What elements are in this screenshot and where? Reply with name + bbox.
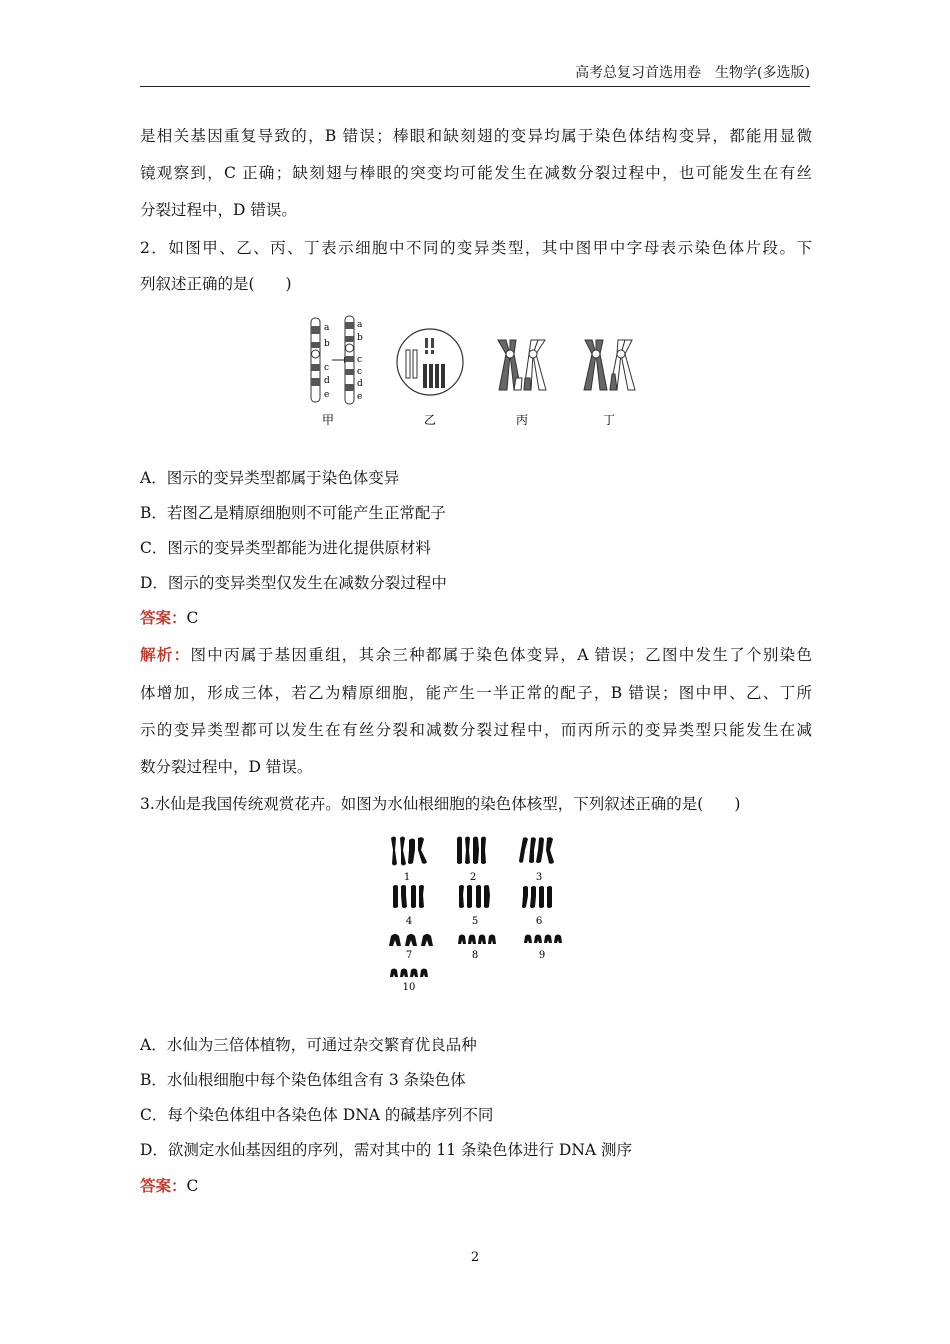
q3-stem: 3.水仙是我国传统观赏花卉。如图为水仙根细胞的染色体核型，下列叙述正确的是( ) [140, 795, 741, 813]
answer-value: C [186, 609, 199, 627]
chromosome-set-9 [524, 935, 562, 944]
q2-analysis-line-4: 数分裂过程中，D 错误。 [140, 758, 313, 776]
chrom-letter-a-right: a [357, 320, 363, 330]
page-header [140, 64, 810, 87]
karyotype-label-1: 1 [403, 872, 411, 883]
q2-stem-line-2: 列叙述正确的是( ) [140, 275, 292, 293]
chrom-letter-e-right: e [357, 392, 363, 402]
q2-analysis-line-2: 体增加，形成三体，若乙为精原细胞，能产生一半正常的配子，B 错误；图中甲、乙、丁所 [140, 684, 812, 702]
karyotype-label-2: 2 [469, 872, 477, 883]
chrom-letter-c1-right: c [357, 355, 363, 365]
chromosome-set-7 [389, 934, 433, 946]
chrom-letter-c-left: c [324, 363, 330, 373]
q2-option-b: B．若图乙是精原细胞则不可能产生正常配子 [140, 504, 446, 522]
intro-line-3: 分裂过程中，D 错误。 [140, 201, 297, 219]
q3-option-c: C．每个染色体组中各染色体 DNA 的碱基序列不同 [140, 1106, 494, 1124]
chromosome-set-10 [390, 969, 428, 978]
chromosome-set-3 [519, 837, 554, 864]
analysis-text-1: 图中丙属于基因重组，其余三种都属于染色体变异，A 错误；乙图中发生了个别染色 [190, 646, 812, 664]
chrom-letter-e-left: e [324, 390, 330, 400]
chromosome-set-4 [393, 885, 424, 908]
chrom-letter-d-right: d [357, 379, 363, 389]
karyotype-label-8: 8 [471, 950, 479, 961]
analysis-label: 解析： [140, 645, 191, 664]
chromosome-set-8 [458, 935, 496, 945]
chromosome-set-2 [457, 837, 486, 865]
q3-answer [140, 1176, 812, 1196]
chrom-letter-c2-right: c [357, 367, 363, 377]
chromosome-set-1 [391, 837, 427, 866]
q3-answer-value: C [186, 1177, 199, 1195]
intro-line-2: 镜观察到，C 正确；缺刻翅与棒眼的突变均可能发生在减数分裂过程中，也可能发生在有丝 [140, 164, 812, 182]
chrom-letter-d-left: d [324, 376, 330, 386]
karyotype-row-1 [391, 837, 554, 866]
q2-option-d: D．图示的变异类型仅发生在减数分裂过程中 [140, 574, 447, 592]
karyotype-label-9: 9 [538, 950, 546, 961]
panel-label-jia: 甲 [321, 413, 335, 427]
q2-stem-line-1: 2．如图甲、乙、丙、丁表示细胞中不同的变异类型，其中图甲中字母表示染色体片段。下 [140, 239, 812, 257]
q3-answer-label: 答案： [140, 1176, 187, 1195]
karyotype-row-3 [389, 934, 562, 946]
chromosome-set-5 [459, 885, 490, 908]
panel-yi-cell [397, 329, 463, 395]
panel-bing-chromosomes [498, 340, 546, 390]
answer-label: 答案： [140, 608, 187, 627]
karyotype-row-2 [393, 885, 552, 908]
q3-option-a: A．水仙为三倍体植物，可通过杂交繁育优良品种 [140, 1036, 477, 1054]
panel-ding-chromosomes [584, 340, 635, 390]
q2-analysis-line-3: 示的变异类型都可以发生在有丝分裂和减数分裂过程中，而丙所示的变异类型只能发生在减 [140, 721, 812, 739]
q2-figure [295, 312, 655, 434]
karyotype-figure [385, 830, 570, 995]
q2-option-c: C．图示的变异类型都能为进化提供原材料 [140, 539, 431, 557]
q2-option-a: A．图示的变异类型都属于染色体变异 [140, 469, 400, 487]
q2-answer [140, 608, 812, 628]
chromosome-set-6 [522, 886, 552, 908]
panel-jia-left-chromosome [311, 318, 320, 402]
karyotype-label-6: 6 [535, 916, 543, 927]
chrom-letter-b-left: b [324, 339, 330, 349]
panel-jia-right-chromosome [345, 316, 354, 404]
panel-label-bing: 丙 [515, 413, 529, 427]
karyotype-label-3: 3 [535, 872, 543, 883]
karyotype-label-10: 10 [402, 982, 416, 993]
karyotype-label-5: 5 [471, 916, 479, 927]
q3-option-d: D．欲测定水仙基因组的序列，需对其中的 11 条染色体进行 DNA 测序 [140, 1141, 633, 1159]
karyotype-label-7: 7 [405, 950, 413, 961]
karyotype-label-4: 4 [405, 916, 413, 927]
q2-analysis-line-1 [140, 645, 812, 665]
chrom-letter-a-left: a [324, 323, 330, 333]
header-title: 高考总复习首选用卷 生物学(多选版) [575, 65, 810, 81]
panel-label-ding: 丁 [602, 413, 616, 427]
q3-option-b: B．水仙根细胞中每个染色体组含有 3 条染色体 [140, 1071, 466, 1089]
page-number: 2 [470, 1250, 480, 1265]
intro-line-1: 是相关基因重复导致的，B 错误；棒眼和缺刻翅的变异均属于染色体结构变异，都能用显微 [140, 127, 812, 145]
chrom-letter-b-right: b [357, 333, 363, 343]
panel-label-yi: 乙 [423, 413, 437, 427]
